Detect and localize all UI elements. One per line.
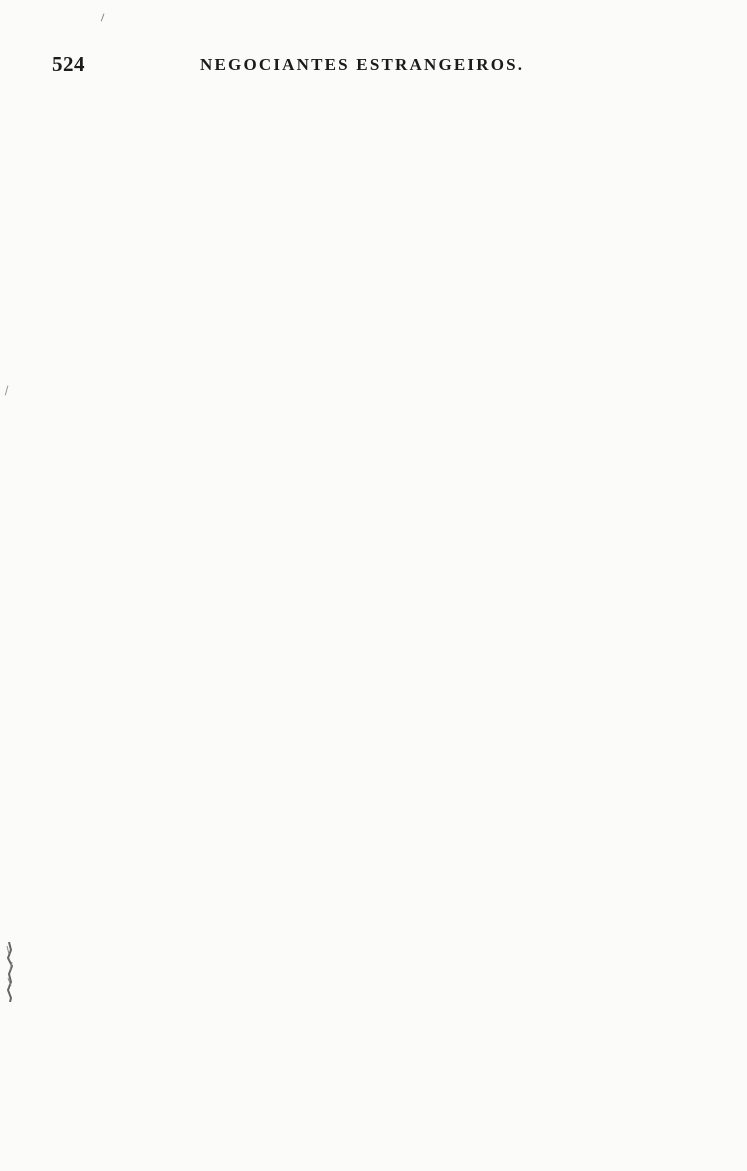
page-number: 524 <box>52 52 85 76</box>
page-header <box>52 52 552 82</box>
margin-mark <box>5 386 12 397</box>
running-title: NEGOCIANTES ESTRANGEIROS. <box>200 55 525 74</box>
binding-edge-mark <box>6 942 14 1002</box>
stray-mark <box>101 14 107 23</box>
